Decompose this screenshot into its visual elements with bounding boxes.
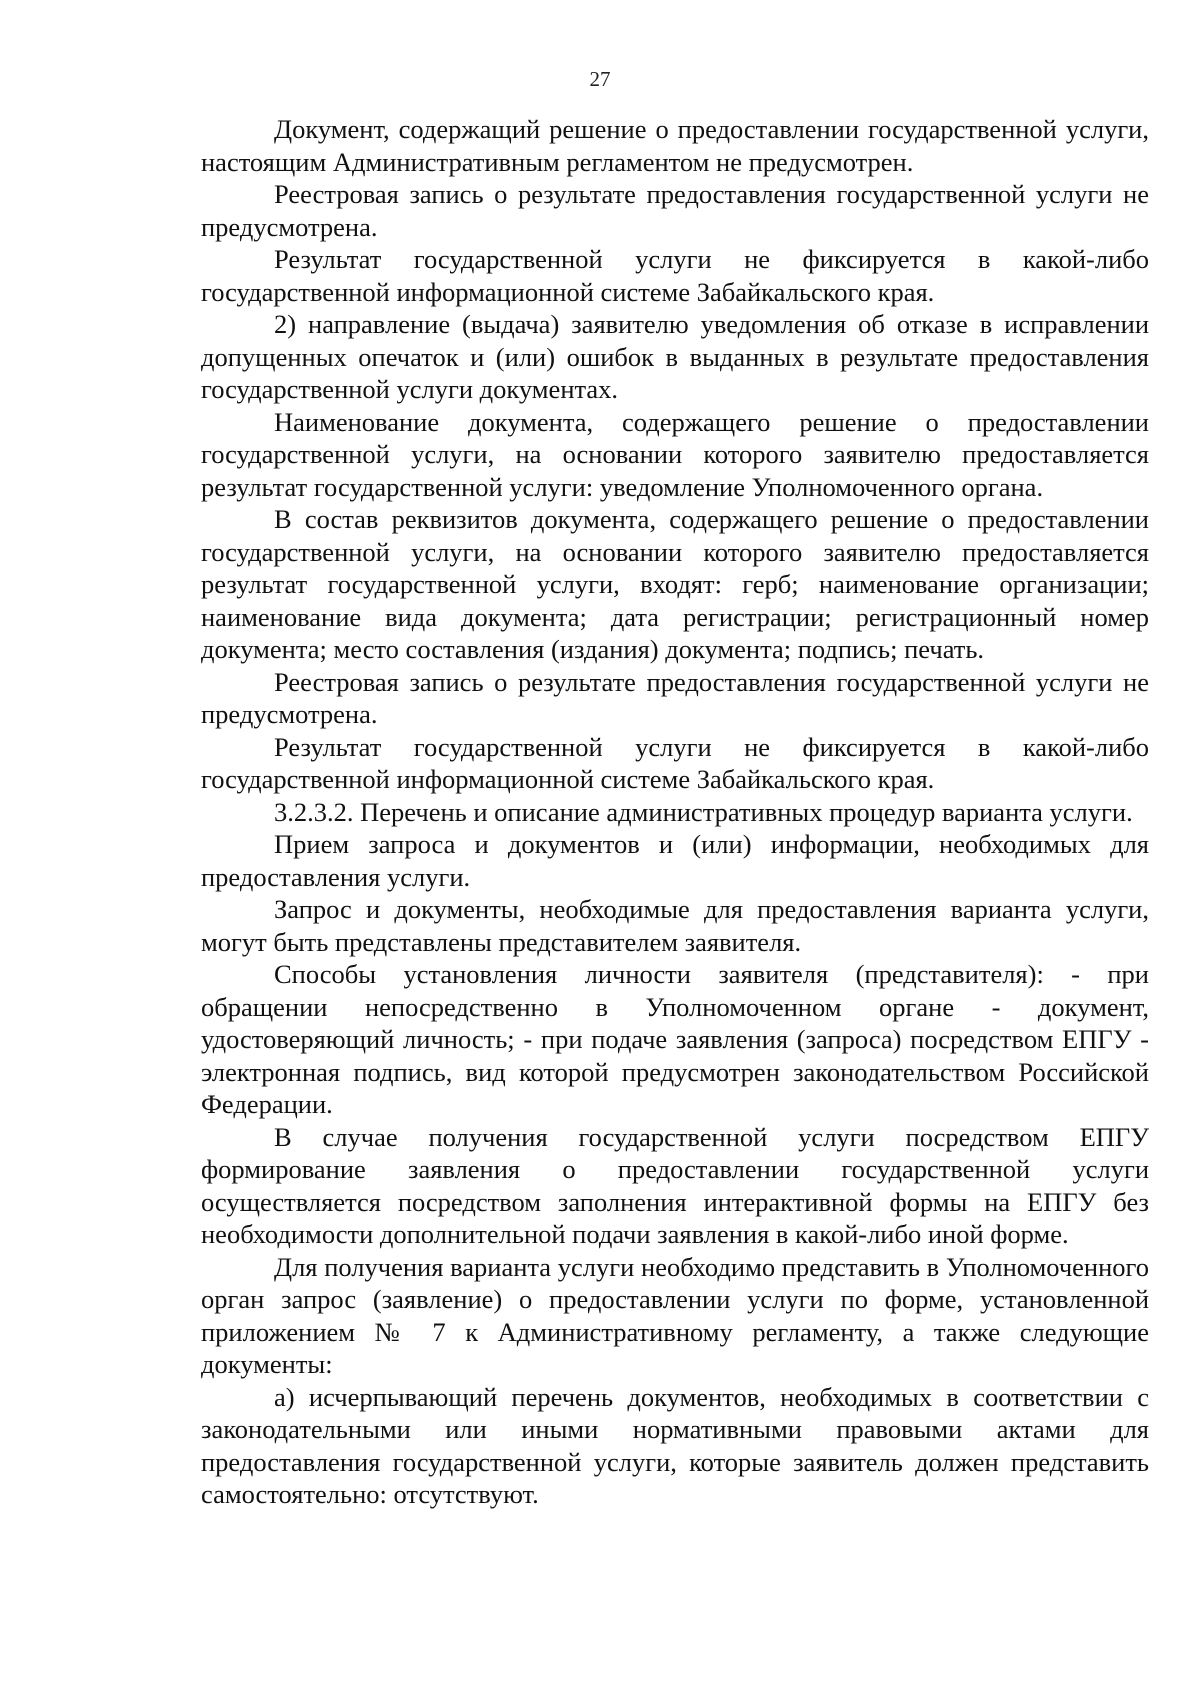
paragraph: Наименование документа, содержащего решение о предоставлении государственной услуги, на основании которого заявителю предоставляется результат государственной услуги: уведомление Уполномоченного органа. [201,406,1149,502]
paragraph: Документ, содержащий решение о предоставлении государственной услуги, настоящим Административным регламентом не предусмотрен. [201,114,1149,177]
paragraph: Результат государственной услуги не фиксируется в какой-либо государственной информационной системе Забайкальского края. [201,244,1149,307]
paragraph: В случае получения государственной услуги посредством ЕПГУ формирование заявления о предоставлении государственной услуги осуществляется посредством заполнения интерактивной формы на ЕПГУ без необходимости дополнительной подачи заявления в какой-либо иной форме. [201,1121,1149,1249]
paragraph: Запрос и документы, необходимые для предоставления варианта услуги, могут быть представлены представителем заявителя. [201,894,1149,957]
document-body [201,113,1149,1511]
paragraph: Для получения варианта услуги необходимо представить в Уполномоченного орган запрос (заявление) о предоставлении услуги по форме, установленной приложением № 7 к Административному регламенту, а также следующие документы: [201,1251,1149,1379]
paragraph: Реестровая запись о результате предоставления государственной услуги не предусмотрена. [201,179,1149,242]
paragraph: Способы установления личности заявителя (представителя): - при обращении непосредственно в Уполномоченном органе - документ, удостоверяющий личность; - при подаче заявления (запроса) посредством ЕПГУ - электронная подпись, вид которой предусмотрен законодательством Российской Федерации. [201,959,1149,1119]
paragraph: Реестровая запись о результате предоставления государственной услуги не предусмотрена. [201,666,1149,729]
section-heading-paragraph: 3.2.3.2. Перечень и описание административных процедур варианта услуги. [274,796,1133,827]
paragraph: Прием запроса и документов и (или) информации, необходимых для предоставления услуги. [201,829,1149,892]
paragraph: Результат государственной услуги не фиксируется в какой-либо государственной информационной системе Забайкальского края. [201,731,1149,794]
list-item-paragraph: а) исчерпывающий перечень документов, необходимых в соответствии с законодательными или иными нормативными правовыми актами для предоставления государственной услуги, которые заявитель должен представить самостоятельно: отсутствуют. [201,1381,1149,1509]
paragraph: В состав реквизитов документа, содержащего решение о предоставлении государственной услуги, на основании которого заявителю предоставляется результат государственной услуги, входят: герб; наименование организации; наименование вида документа; дата регистрации; регистрационный номер документа; место составления (издания) документа; подпись; печать. [201,504,1149,664]
paragraph: 2) направление (выдача) заявителю уведомления об отказе в исправлении допущенных опечаток и (или) ошибок в выданных в результате предоставления государственной услуги документах. [201,309,1149,404]
page-number: 27 [589,67,611,91]
